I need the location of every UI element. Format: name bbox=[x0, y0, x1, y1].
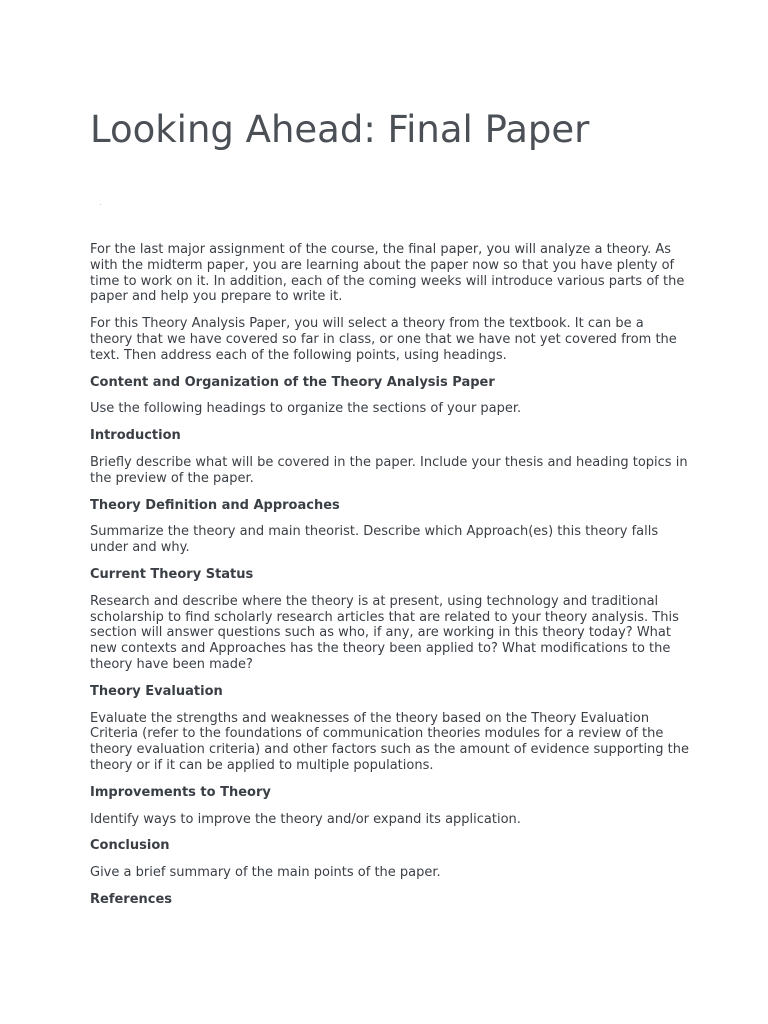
heading-current-status: Current Theory Status bbox=[90, 566, 254, 582]
heading-theory-definition: Theory Definition and Approaches bbox=[90, 497, 340, 513]
conclusion-paragraph: Give a brief summary of the main points of the paper. bbox=[90, 865, 441, 881]
headings-paragraph: Use the following headings to organize the sections of your paper. bbox=[90, 401, 522, 417]
instructions-paragraph: For this Theory Analysis Paper, you will select a theory from the textbook. It can be a theory that we have covered so far in class, or one that we have not yet covered from the text. Then address each of the following points, using headings. bbox=[90, 316, 677, 363]
intro-paragraph: For the last major assignment of the course, the final paper, you will analyze a theory. As with the midterm paper, you are learning about the paper now so that you have plenty of time to work on it. In addition, each of the coming weeks will introduce various parts of the paper and help you prepare to write it. bbox=[90, 242, 685, 305]
improvements-paragraph: Identify ways to improve the theory and/or expand its application. bbox=[90, 811, 521, 827]
heading-improvements: Improvements to Theory bbox=[90, 784, 271, 800]
theory-definition-paragraph: Summarize the theory and main theorist. Describe which Approach(es) this theory falls under and why. bbox=[90, 524, 659, 556]
heading-introduction: Introduction bbox=[90, 428, 181, 444]
heading-content-organization: Content and Organization of the Theory Analysis Paper bbox=[90, 374, 495, 390]
heading-theory-evaluation: Theory Evaluation bbox=[90, 683, 223, 699]
heading-references: References bbox=[90, 891, 173, 907]
theory-evaluation-paragraph: Evaluate the strengths and weaknesses of the theory based on the Theory Evaluation Criteria (refer to the foundations of communication theories modules for a review of the theory evaluation criteria) and other factors such as the amount of evidence supporting the theory or if it can be applied to multiple populations. bbox=[90, 710, 690, 773]
decorative-dot bbox=[100, 204, 101, 205]
heading-conclusion: Conclusion bbox=[90, 838, 170, 854]
page-title: Looking Ahead: Final Paper bbox=[90, 108, 590, 151]
document-body bbox=[90, 242, 690, 919]
current-status-paragraph: Research and describe where the theory is at present, using technology and traditional scholarship to find scholarly research articles that are related to your theory analysis. This section will answer questions such as who, if any, are working in this theory today? What new contexts and Approaches has the theory been applied to? What modifications to the theory have been made? bbox=[90, 593, 679, 672]
introduction-paragraph: Briefly describe what will be covered in the paper. Include your thesis and heading topics in the preview of the paper. bbox=[90, 454, 688, 486]
